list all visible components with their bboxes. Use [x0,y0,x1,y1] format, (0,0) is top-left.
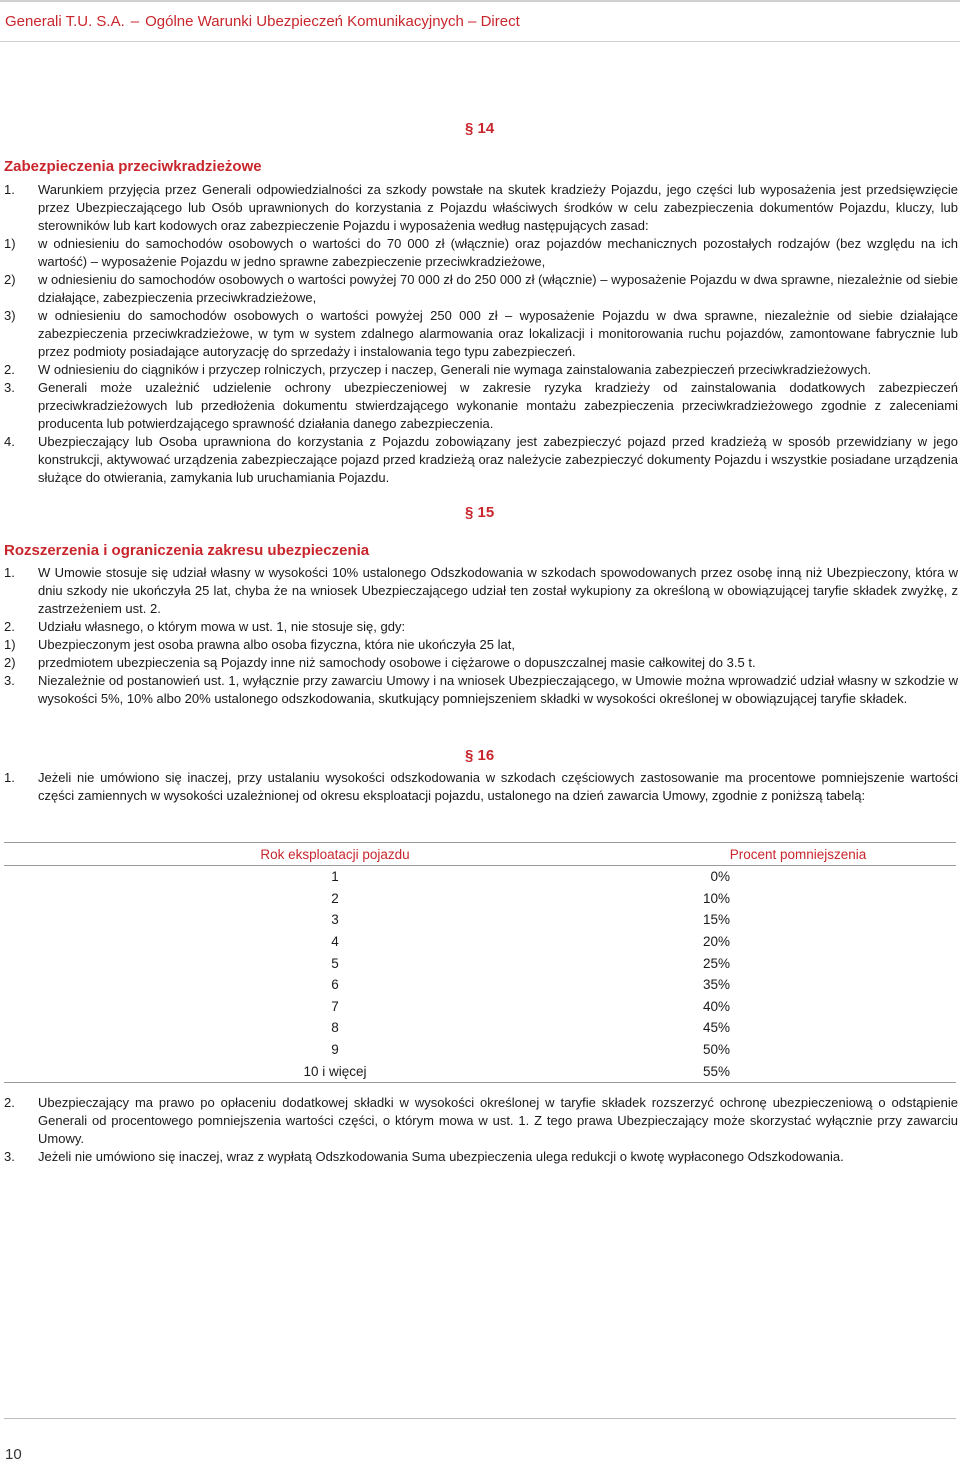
column-header: Procent pomniejszenia [490,843,956,866]
item-number: 3. [4,380,15,395]
item-number: 2. [4,1095,15,1110]
section-16-body [4,1094,958,1166]
sub-item-text: Ubezpieczonym jest osoba prawna albo osoba fizyczna, która nie ukończyła 25 lat, [38,637,515,652]
table-row [4,974,956,996]
table-cell: 40% [702,998,730,1014]
item-text: Ubezpieczający lub Osoba uprawniona do korzystania z Pojazdu zobowiązany jest zabezpieczyć pojazd przed kradzieżą w sposób przewidziany w jego konstrukcji, aktywować urządzenia zabezpieczające pojazd przed kradzieżą oraz należycie zabezpieczyć dokumenty Pojazdu i wszystkie posiadane urządzenia służące do otwierania, zamykania lub uruchamiania Pojazdu. [38,434,958,485]
table-cell: 45% [702,1020,730,1036]
table-cell: 20% [702,934,730,950]
item-text: Warunkiem przyjęcia przez Generali odpowiedzialności za szkody powstałe na skutek kradzieży Pojazdu, jego części lub wyposażenia jest przedsięwzięcie przez Ubezpieczającego lub Osób uprawnionych do korzystania z Pojazdu właściwych środków w celu zabezpieczenia dokumentów Pojazdu, kluczy, lub sterowników lub kart kodowych oraz zabezpieczenie Pojazdu i wyposażenia według następujących zasad: [38,182,958,233]
table-cell: 10% [702,890,730,906]
item-text: W Umowie stosuje się udział własny w wysokości 10% ustalonego Odszkodowania w szkodach spowodowanych przez osobę inną niż Ubezpieczony, która w dniu szkody nie ukończyła 25 lat, chyba że na wniosek Ubezpieczającego udział ten został wykupiony za określoną w obowiązującej taryfie składek zwyżkę, z zastrzeżeniem ust. 2. [38,565,958,616]
item-text: Ubezpieczający ma prawo po opłaceniu dodatkowej składki w wysokości określonej w taryfie składek rozszerzyć ochronę ubezpieczeniową o odstąpienie Generali od procentowego pomniejszenia wartości części, o którym mowa w ust. 1. Z tego prawa Ubezpieczający może skorzystać wyłącznie przy zawarciu Umowy. [38,1095,958,1146]
table-cell: 15% [702,912,730,928]
section-14-title: Zabezpieczenia przeciwkradzieżowe [4,158,262,175]
header-doc-title: Ogólne Warunki Ubezpieczeń Komunikacyjnych – Direct [145,13,520,30]
sub-item-text: w odniesieniu do samochodów osobowych o wartości powyżej 70 000 zł do 250 000 zł (włącznie) – wyposażenie Pojazdu w dwa sprawne, niezależnie od siebie działające, zabezpieczenia przeciwkradzieżowe, [38,272,958,305]
item-text: W odniesieniu do ciągników i przyczep rolniczych, przyczep i naczep, Generali nie wymaga zainstalowania zabezpieczeń przeciwkradzieżowych. [38,362,872,377]
header-separator: – [130,13,140,30]
sub-item-text: w odniesieniu do samochodów osobowych o wartości powyżej 250 000 zł – wyposażenie Pojazdu w dwa sprawne, niezależnie od siebie działające zabezpieczenia przeciwkradzieżowe, w tym w system zdalnego alarmowania oraz lokalizacji i monitorowania ruchu pojazdów, zamontowane fabrycznie lub przez podmioty posiadające autoryzację do sprzedaży i instalowania tego typu zabezpieczeń. [38,308,958,359]
sub-item [4,654,958,672]
item-number: 3. [4,1149,15,1164]
table-cell: 6 [331,977,339,993]
list-item [4,433,958,487]
item-number: 3. [4,673,15,688]
table-row [4,909,956,931]
item-text: Jeżeli nie umówiono się inaczej, przy ustalaniu wysokości odszkodowania w szkodach częściowych zastosowanie ma procentowe pomniejszenie wartości części zamiennych w wysokości uzależnionej od okresu eksploatacji pojazdu, ustalonego na dzień zawarcia Umowy, zgodnie z poniższą tabelą: [38,770,958,803]
table-cell: 1 [331,869,339,885]
list-item [4,361,958,379]
table-row [4,888,956,910]
page-number: 10 [5,1446,22,1463]
table-row [4,1060,956,1082]
list-item [4,379,958,433]
section-16-number: § 16 [465,747,495,764]
section-14-number: § 14 [465,120,495,137]
section-15-title: Rozszerzenia i ograniczenia zakresu ubezpieczenia [4,542,370,559]
sub-item-number: 2) [4,655,16,670]
sub-item-number: 1) [4,637,16,652]
list-item [4,672,958,708]
table-cell: 9 [331,1042,339,1058]
column-header: Rok eksploatacji pojazdu [4,843,490,866]
item-number: 1. [4,182,15,197]
table-cell: 3 [331,912,339,928]
list-item [4,564,958,618]
sub-item-number: 1) [4,236,16,251]
list-item [4,618,958,636]
item-text: Jeżeli nie umówiono się inaczej, wraz z wypłatą Odszkodowania Suma ubezpieczenia ulega redukcji o kwotę wypłaconego Odszkodowania. [38,1149,844,1164]
header-brand: Generali T.U. S.A. [5,13,125,30]
item-text: Udziału własnego, o którym mowa w ust. 1, nie stosuje się, gdy: [38,619,406,634]
section-14-body [4,181,958,487]
table-row [4,952,956,974]
item-number: 2. [4,362,15,377]
item-number: 1. [4,770,15,785]
table-cell: 50% [702,1042,730,1058]
table-cell: 2 [331,890,339,906]
item-text: Generali może uzależnić udzielenie ochrony ubezpieczeniowej w zakresie ryzyka kradzieży od zainstalowania dodatkowych zabezpieczeń przeciwkradzieżowych lub przedłożenia dokumentu stwierdzającego wykonanie montażu zabezpieczenia przeciwkradzieżowego zgodnie z zaleceniami producenta lub potwierdzającego sprawność działania danego zabezpieczenia. [38,380,958,431]
section-16-intro [4,769,958,805]
sub-item-text: w odniesieniu do samochodów osobowych o wartości do 70 000 zł (włącznie) oraz pojazdów mechanicznych pozostałych rodzajów (bez względu na ich wartość) – wyposażenie Pojazdu w jedno sprawne zabezpieczenie przeciwkradzieżowe, [38,236,958,269]
table-cell: 8 [331,1020,339,1036]
table-row [4,1017,956,1039]
header-text [5,13,520,30]
list-item [4,769,958,805]
item-number: 4. [4,434,15,449]
item-text: Niezależnie od postanowień ust. 1, wyłącznie przy zawarciu Umowy i na wniosek Ubezpieczającego, w Umowie można wprowadzić udział własny w szkodzie w wysokości 5%, 10% albo 20% ustalonego odszkodowania, skutkujący pomniejszeniem składki w wysokości określonej w obowiązującej taryfie składek. [38,673,958,706]
sub-item [4,307,958,361]
table-cell: 5 [331,955,339,971]
section-15-number: § 15 [465,504,495,521]
section-15-body [4,564,958,708]
footer-divider [4,1418,956,1419]
sub-item [4,235,958,271]
sub-item [4,636,958,654]
depreciation-table [4,842,956,1083]
table-cell: 4 [331,934,339,950]
sub-item-text: przedmiotem ubezpieczenia są Pojazdy inne niż samochody osobowe i ciężarowe o dopuszczalnej masie całkowitej do 3.5 t. [38,655,756,670]
sub-item [4,271,958,307]
table-cell: 25% [702,955,730,971]
table-cell: 35% [702,977,730,993]
table-row [4,996,956,1018]
table-header-row [4,843,956,866]
item-number: 2. [4,619,15,634]
sub-item-number: 3) [4,308,16,323]
list-item [4,181,958,235]
list-item [4,1148,958,1166]
item-number: 1. [4,565,15,580]
table-row [4,1039,956,1061]
table-row [4,866,956,888]
table-cell: 10 i więcej [4,1060,490,1082]
table-cell: 55% [490,1060,956,1082]
table-row [4,931,956,953]
list-item [4,1094,958,1148]
sub-item-number: 2) [4,272,16,287]
table-cell: 7 [331,998,339,1014]
table-cell: 0% [710,869,730,885]
page-header [0,0,960,42]
